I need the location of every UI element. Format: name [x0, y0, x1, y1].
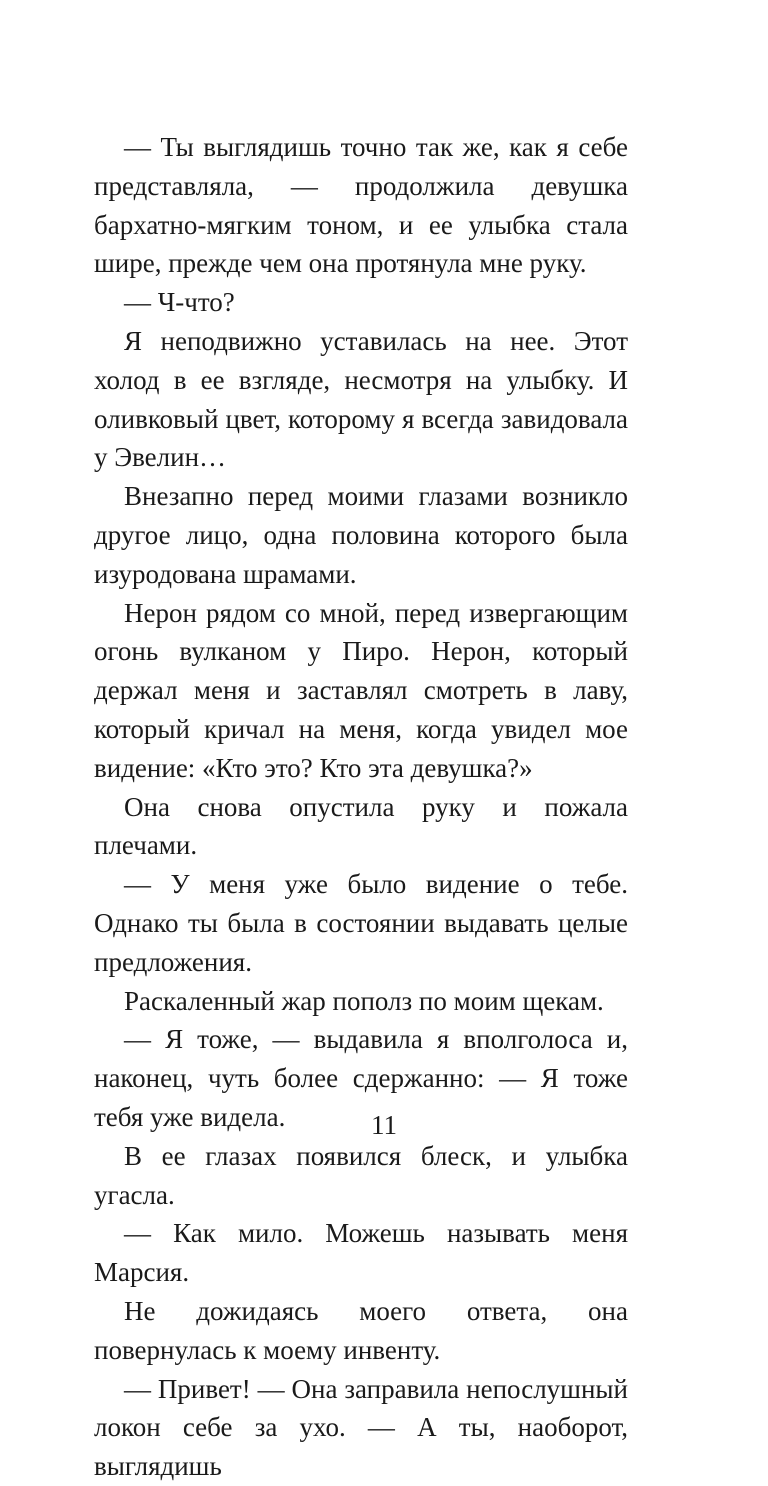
paragraph: Я неподвижно уставилась на нее. Этот холод в ее взгляде, несмотря на улыбку. И оливковый цвет, которому я всегда завидовала у Эвелин…: [94, 325, 628, 473]
paragraph: Внезапно перед моими глазами возникло другое лицо, одна половина которого была изуродована шрамами.: [94, 481, 628, 589]
paragraph: — Я тоже, — выдавила я вполголоса и, наконец, чуть более сдержанно: — Я тоже тебя уже видела.: [94, 1024, 628, 1132]
paragraph: В ее глазах появился блеск, и улыбка угасла.: [94, 1140, 628, 1210]
paragraph: Она снова опустила руку и пожала плечами.: [94, 791, 628, 861]
body-text: [94, 128, 628, 1486]
page-number: 11: [371, 1110, 397, 1140]
paragraph: — Ч-что?: [124, 287, 235, 318]
paragraph: Нерон рядом со мной, перед извергающим огонь вулканом у Пиро. Нерон, который держал меня и заставлял смотреть в лаву, который кричал на меня, когда увидел мое видение: «Кто это? Кто эта девушка?»: [94, 597, 628, 783]
paragraph: — Привет! — Она заправила непослушный локон себе за ухо. — А ты, наоборот, выглядишь: [94, 1373, 628, 1482]
paragraph: — У меня уже было видение о тебе. Однако ты была в состоянии выдавать целые предложения.: [94, 869, 628, 977]
paragraph: Раскаленный жар пополз по моим щекам.: [124, 985, 604, 1016]
paragraph: — Ты выглядишь точно так же, как я себе представляла, — продолжила девушка бархатно-мягким тоном, и ее улыбка стала шире, прежде чем она протянула мне руку.: [94, 132, 628, 279]
paragraph: Не дожидаясь моего ответа, она повернулась к моему инвенту.: [94, 1295, 628, 1365]
paragraph: — Как мило. Можешь называть меня Марсия.: [94, 1218, 628, 1288]
